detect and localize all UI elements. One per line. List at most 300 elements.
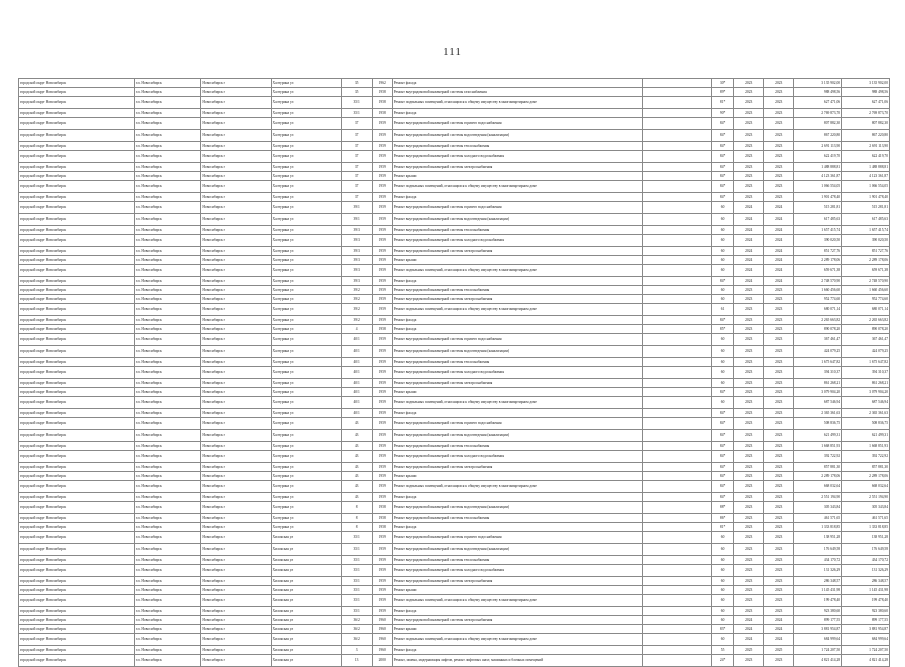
year-end-cell: 2024 (764, 247, 794, 256)
street-cell: Хилокская ул (271, 607, 341, 616)
cost-total-cell: 2 769 873,70 (794, 109, 842, 118)
cost-total-cell: 508 836,75 (794, 418, 842, 430)
locality-cell: Новосибирск г (201, 409, 271, 418)
cost-total-cell: 390 020,50 (794, 235, 842, 247)
year-start-cell: 2023 (734, 388, 764, 397)
year-built-cell: 1959 (372, 409, 392, 418)
settlement-cell: г.п. Новосибирск (134, 193, 201, 202)
work-type-cell: Ремонт подвальных помещений, относящихся к общему имуществу в многоквартирном доме (392, 181, 642, 193)
cost-fund-cell: 1 901 478,40 (842, 193, 890, 202)
cost-total-cell: 687 546,94 (794, 397, 842, 409)
blank-cell (643, 304, 712, 316)
year-built-cell: 1959 (372, 130, 392, 142)
year-end-cell: 2023 (764, 577, 794, 586)
year-built-cell: 1958 (372, 97, 392, 109)
year-built-cell: 1959 (372, 442, 392, 451)
year-start-cell: 2023 (734, 163, 764, 172)
house-number-cell: 39/3 (341, 226, 372, 235)
street-cell: Халтурина ул (271, 523, 341, 532)
blank-cell (643, 481, 712, 493)
municipality-cell: городской округ Новосибирск (19, 397, 135, 409)
year-end-cell: 2023 (764, 481, 794, 493)
table-row (19, 379, 890, 388)
settlement-cell: г.п. Новосибирск (134, 655, 201, 667)
year-built-cell: 1959 (372, 451, 392, 463)
wear-cell: 60 (711, 226, 733, 235)
house-number-cell: 35/1 (341, 595, 372, 607)
blank-cell (643, 532, 712, 544)
blank-cell (643, 418, 712, 430)
cost-fund-cell: 1 657 415,74 (842, 226, 890, 235)
year-start-cell: 2023 (734, 193, 764, 202)
table-row (19, 256, 890, 265)
year-start-cell: 2023 (734, 367, 764, 379)
cost-total-cell: 367 461,47 (794, 334, 842, 346)
locality-cell: Новосибирск г (201, 607, 271, 616)
house-number-cell: 40/1 (341, 358, 372, 367)
settlement-cell: г.п. Новосибирск (134, 523, 201, 532)
house-number-cell: 35/1 (341, 109, 372, 118)
municipality-cell: городской округ Новосибирск (19, 142, 135, 151)
year-end-cell: 2023 (764, 109, 794, 118)
year-start-cell: 2023 (734, 523, 764, 532)
locality-cell: Новосибирск г (201, 565, 271, 577)
municipality-cell: городской округ Новосибирск (19, 565, 135, 577)
year-start-cell: 2023 (734, 304, 764, 316)
house-number-cell: 43 (341, 493, 372, 502)
blank-cell (643, 397, 712, 409)
cost-fund-cell: 627 471,06 (842, 97, 890, 109)
table-row (19, 151, 890, 163)
house-number-cell: 40/1 (341, 409, 372, 418)
year-built-cell: 1959 (372, 358, 392, 367)
year-built-cell: 1959 (372, 397, 392, 409)
wear-cell: 84* (711, 493, 733, 502)
locality-cell: Новосибирск г (201, 265, 271, 277)
locality-cell: Новосибирск г (201, 151, 271, 163)
locality-cell: Новосибирск г (201, 316, 271, 325)
blank-cell (643, 226, 712, 235)
year-start-cell: 2024 (734, 214, 764, 226)
cost-total-cell: 627 471,06 (794, 97, 842, 109)
house-number-cell: 37 (341, 130, 372, 142)
year-end-cell: 2025 (764, 646, 794, 655)
blank-cell (643, 514, 712, 523)
table-row (19, 523, 890, 532)
house-number-cell: 35 (341, 79, 372, 88)
year-built-cell: 1959 (372, 430, 392, 442)
cost-fund-cell: 988 498,56 (842, 88, 890, 97)
municipality-cell: городской округ Новосибирск (19, 193, 135, 202)
blank-cell (643, 367, 712, 379)
blank-cell (643, 130, 712, 142)
cost-fund-cell: 2 748 570,90 (842, 277, 890, 286)
cost-fund-cell: 3 881 954,87 (842, 625, 890, 634)
blank-cell (643, 163, 712, 172)
municipality-cell: городской округ Новосибирск (19, 130, 135, 142)
municipality-cell: городской округ Новосибирск (19, 118, 135, 130)
municipality-cell: городской округ Новосибирск (19, 451, 135, 463)
wear-cell: 60 (711, 256, 733, 265)
year-end-cell: 2023 (764, 607, 794, 616)
settlement-cell: г.п. Новосибирск (134, 358, 201, 367)
work-type-cell: Ремонт внутридомовой инженерной системы теплоснабжения (392, 142, 642, 151)
cost-total-cell: 1 660 456,60 (794, 286, 842, 295)
year-end-cell: 2023 (764, 556, 794, 565)
year-start-cell: 2023 (734, 295, 764, 304)
wear-cell: 84* (711, 418, 733, 430)
house-number-cell: 35/1 (341, 586, 372, 595)
year-built-cell: 1959 (372, 172, 392, 181)
settlement-cell: г.п. Новосибирск (134, 418, 201, 430)
year-built-cell: 1958 (372, 502, 392, 514)
street-cell: Халтурина ул (271, 109, 341, 118)
year-built-cell: 1958 (372, 325, 392, 334)
table-row (19, 277, 890, 286)
year-start-cell: 2023 (734, 397, 764, 409)
work-type-cell: Ремонт крыши (392, 625, 642, 634)
blank-cell (643, 295, 712, 304)
table-row (19, 181, 890, 193)
cost-fund-cell: 131 326,29 (842, 565, 890, 577)
table-row (19, 430, 890, 442)
year-built-cell: 1959 (372, 247, 392, 256)
year-end-cell: 2023 (764, 130, 794, 142)
settlement-cell: г.п. Новосибирск (134, 256, 201, 265)
settlement-cell: г.п. Новосибирск (134, 502, 201, 514)
cost-fund-cell: 176 649,58 (842, 544, 890, 556)
cost-total-cell: 988 498,56 (794, 88, 842, 97)
municipality-cell: городской округ Новосибирск (19, 388, 135, 397)
street-cell: Хилокская ул (271, 646, 341, 655)
table-row (19, 130, 890, 142)
cost-total-cell: 4 123 361,87 (794, 172, 842, 181)
cost-total-cell: 286 348,57 (794, 577, 842, 586)
settlement-cell: г.п. Новосибирск (134, 379, 201, 388)
cost-total-cell: 1 901 478,40 (794, 193, 842, 202)
year-start-cell: 2023 (734, 418, 764, 430)
settlement-cell: г.п. Новосибирск (134, 595, 201, 607)
table-row (19, 202, 890, 214)
year-built-cell: 1959 (372, 463, 392, 472)
cost-fund-cell: 923 380,60 (842, 607, 890, 616)
cost-total-cell: 1 066 554,05 (794, 181, 842, 193)
municipality-cell: городской округ Новосибирск (19, 646, 135, 655)
cost-fund-cell: 2 289 178,06 (842, 256, 890, 265)
cost-total-cell: 461 571,65 (794, 514, 842, 523)
year-end-cell: 2023 (764, 514, 794, 523)
work-type-cell: Ремонт внутридомовой инженерной системы холодного водоснабжения (392, 451, 642, 463)
street-cell: Халтурина ул (271, 247, 341, 256)
house-number-cell: 35/1 (341, 565, 372, 577)
cost-total-cell: 1 668 851,93 (794, 442, 842, 451)
cost-fund-cell: 199 478,40 (842, 595, 890, 607)
page-number: 111 (443, 46, 462, 58)
work-type-cell: Ремонт внутридомовой инженерной системы водоотведения (канализации) (392, 430, 642, 442)
locality-cell: Новосибирск г (201, 388, 271, 397)
settlement-cell: г.п. Новосибирск (134, 277, 201, 286)
blank-cell (643, 451, 712, 463)
house-number-cell: 4 (341, 325, 372, 334)
locality-cell: Новосибирск г (201, 556, 271, 565)
municipality-cell: городской округ Новосибирск (19, 481, 135, 493)
work-type-cell: Ремонт подвальных помещений, относящихся к общему имуществу в многоквартирном доме (392, 97, 642, 109)
municipality-cell: городской округ Новосибирск (19, 625, 135, 634)
year-start-cell: 2023 (734, 472, 764, 481)
year-end-cell: 2024 (764, 226, 794, 235)
blank-cell (643, 646, 712, 655)
year-end-cell: 2023 (764, 442, 794, 451)
street-cell: Халтурина ул (271, 118, 341, 130)
house-number-cell: 8 (341, 502, 372, 514)
work-type-cell: Ремонт, замена, модернизация лифтов, ремонт лифтовых шахт, машинных и блочных помещений (392, 655, 642, 667)
settlement-cell: г.п. Новосибирск (134, 472, 201, 481)
cost-fund-cell: 3 135 902,00 (842, 79, 890, 88)
year-start-cell: 2023 (734, 577, 764, 586)
municipality-cell: городской округ Новосибирск (19, 277, 135, 286)
house-number-cell: 35/1 (341, 577, 372, 586)
house-number-cell: 37 (341, 118, 372, 130)
year-built-cell: 1959 (372, 277, 392, 286)
wear-cell: 84* (711, 409, 733, 418)
blank-cell (643, 256, 712, 265)
year-built-cell: 1959 (372, 214, 392, 226)
blank-cell (643, 463, 712, 472)
municipality-cell: городской округ Новосибирск (19, 295, 135, 304)
cost-fund-cell: 461 571,65 (842, 514, 890, 523)
work-type-cell: Ремонт фасада (392, 109, 642, 118)
locality-cell: Новосибирск г (201, 577, 271, 586)
wear-cell: 60 (711, 235, 733, 247)
wear-cell: 60 (711, 595, 733, 607)
year-built-cell: 1959 (372, 256, 392, 265)
cost-total-cell: 434 170,72 (794, 556, 842, 565)
year-built-cell: 1959 (372, 193, 392, 202)
locality-cell: Новосибирск г (201, 544, 271, 556)
work-type-cell: Ремонт подвальных помещений, относящихся к общему имуществу в многоквартирном доме (392, 265, 642, 277)
year-end-cell: 2023 (764, 142, 794, 151)
settlement-cell: г.п. Новосибирск (134, 556, 201, 565)
street-cell: Халтурина ул (271, 358, 341, 367)
work-type-cell: Ремонт внутридомовой инженерной системы холодного водоснабжения (392, 565, 642, 577)
settlement-cell: г.п. Новосибирск (134, 151, 201, 163)
blank-cell (643, 595, 712, 607)
table-row (19, 472, 890, 481)
house-number-cell: 8 (341, 514, 372, 523)
year-built-cell: 1959 (372, 481, 392, 493)
year-end-cell: 2024 (764, 625, 794, 634)
table-row (19, 463, 890, 472)
work-type-cell: Ремонт внутридомовой инженерной системы теплоснабжения (392, 556, 642, 565)
work-type-cell: Ремонт подвальных помещений, относящихся к общему имуществу в многоквартирном доме (392, 595, 642, 607)
municipality-cell: городской округ Новосибирск (19, 202, 135, 214)
work-type-cell: Ремонт внутридомовой инженерной системы горячего водоснабжения (392, 334, 642, 346)
table-row (19, 358, 890, 367)
year-end-cell: 2023 (764, 88, 794, 97)
cost-total-cell: 2 551 194,90 (794, 493, 842, 502)
year-start-cell: 2023 (734, 88, 764, 97)
locality-cell: Новосибирск г (201, 586, 271, 595)
cost-fund-cell: 508 836,75 (842, 418, 890, 430)
settlement-cell: г.п. Новосибирск (134, 646, 201, 655)
table-row (19, 502, 890, 514)
cost-fund-cell: 2 551 194,90 (842, 493, 890, 502)
cost-fund-cell: 684 999,64 (842, 634, 890, 646)
cost-total-cell: 659 671,38 (794, 265, 842, 277)
street-cell: Халтурина ул (271, 295, 341, 304)
blank-cell (643, 607, 712, 616)
locality-cell: Новосибирск г (201, 193, 271, 202)
table-row (19, 595, 890, 607)
wear-cell: 60 (711, 358, 733, 367)
blank-cell (643, 325, 712, 334)
locality-cell: Новосибирск г (201, 502, 271, 514)
year-start-cell: 2023 (734, 502, 764, 514)
municipality-cell: городской округ Новосибирск (19, 493, 135, 502)
table-row (19, 493, 890, 502)
cost-total-cell: 952 774,60 (794, 295, 842, 304)
year-end-cell: 2023 (764, 451, 794, 463)
work-type-cell: Ремонт фасада (392, 79, 642, 88)
cost-total-cell: 2 265 663,82 (794, 316, 842, 325)
cost-fund-cell: 2 769 873,70 (842, 109, 890, 118)
work-type-cell: Ремонт внутридомовой инженерной системы теплоснабжения (392, 358, 642, 367)
cost-fund-cell: 621 499,31 (842, 430, 890, 442)
municipality-cell: городской округ Новосибирск (19, 556, 135, 565)
house-number-cell: 36/2 (341, 625, 372, 634)
work-type-cell: Ремонт внутридомовой инженерной системы холодного водоснабжения (392, 151, 642, 163)
cost-total-cell: 2 289 178,06 (794, 256, 842, 265)
year-start-cell: 2023 (734, 358, 764, 367)
cost-fund-cell: 3 079 904,20 (842, 388, 890, 397)
year-start-cell: 2023 (734, 607, 764, 616)
street-cell: Хилокская ул (271, 586, 341, 595)
cost-total-cell: 2 691 113,90 (794, 142, 842, 151)
year-built-cell: 1959 (372, 181, 392, 193)
work-type-cell: Ремонт фасада (392, 277, 642, 286)
year-end-cell: 2023 (764, 181, 794, 193)
table-row (19, 247, 890, 256)
settlement-cell: г.п. Новосибирск (134, 430, 201, 442)
cost-fund-cell: 851 727,76 (842, 247, 890, 256)
wear-cell: 81* (711, 97, 733, 109)
street-cell: Халтурина ул (271, 397, 341, 409)
blank-cell (643, 442, 712, 451)
street-cell: Хилокская ул (271, 634, 341, 646)
year-end-cell: 2023 (764, 334, 794, 346)
year-end-cell: 2023 (764, 463, 794, 472)
house-number-cell: 43 (341, 442, 372, 451)
wear-cell: 60 (711, 202, 733, 214)
cost-fund-cell: 890 078,20 (842, 325, 890, 334)
year-start-cell: 2023 (734, 493, 764, 502)
house-number-cell: 35/1 (341, 544, 372, 556)
municipality-cell: городской округ Новосибирск (19, 655, 135, 667)
year-start-cell: 2023 (734, 586, 764, 595)
work-type-cell: Ремонт крыши (392, 388, 642, 397)
year-end-cell: 2024 (764, 256, 794, 265)
year-end-cell: 2023 (764, 472, 794, 481)
street-cell: Халтурина ул (271, 202, 341, 214)
table-row (19, 193, 890, 202)
year-built-cell: 1959 (372, 295, 392, 304)
settlement-cell: г.п. Новосибирск (134, 544, 201, 556)
house-number-cell: 8 (341, 523, 372, 532)
cost-total-cell: 3 079 904,20 (794, 388, 842, 397)
cost-fund-cell: 2 289 178,06 (842, 472, 890, 481)
year-built-cell: 1958 (372, 514, 392, 523)
wear-cell: 60 (711, 397, 733, 409)
table-row (19, 367, 890, 379)
year-built-cell: 1959 (372, 565, 392, 577)
table-row (19, 286, 890, 295)
cost-total-cell: 176 649,58 (794, 544, 842, 556)
street-cell: Хилокская ул (271, 532, 341, 544)
year-start-cell: 2024 (734, 247, 764, 256)
locality-cell: Новосибирск г (201, 130, 271, 142)
table-row (19, 316, 890, 325)
locality-cell: Новосибирск г (201, 379, 271, 388)
locality-cell: Новосибирск г (201, 214, 271, 226)
cost-total-cell: 1 724 207,50 (794, 646, 842, 655)
table-row (19, 325, 890, 334)
wear-cell: 60 (711, 586, 733, 595)
work-type-cell: Ремонт фасада (392, 607, 642, 616)
blank-cell (643, 202, 712, 214)
table-row (19, 418, 890, 430)
blank-cell (643, 430, 712, 442)
year-end-cell: 2023 (764, 523, 794, 532)
house-number-cell: 35 (341, 88, 372, 97)
cost-total-cell: 867 220,80 (794, 130, 842, 142)
work-type-cell: Ремонт внутридомовой инженерной системы холодного водоснабжения (392, 235, 642, 247)
settlement-cell: г.п. Новосибирск (134, 493, 201, 502)
settlement-cell: г.п. Новосибирск (134, 247, 201, 256)
municipality-cell: городской округ Новосибирск (19, 616, 135, 625)
settlement-cell: г.п. Новосибирск (134, 625, 201, 634)
blank-cell (643, 286, 712, 295)
locality-cell: Новосибирск г (201, 595, 271, 607)
house-number-cell: 39/3 (341, 235, 372, 247)
work-type-cell: Ремонт фасада (392, 316, 642, 325)
house-number-cell: 37 (341, 193, 372, 202)
year-end-cell: 2023 (764, 286, 794, 295)
settlement-cell: г.п. Новосибирск (134, 97, 201, 109)
locality-cell: Новосибирск г (201, 247, 271, 256)
municipality-cell: городской округ Новосибирск (19, 151, 135, 163)
locality-cell: Новосибирск г (201, 163, 271, 172)
wear-cell: 83* (711, 625, 733, 634)
wear-cell: 84* (711, 481, 733, 493)
year-start-cell: 2024 (734, 256, 764, 265)
house-number-cell: 39/2 (341, 304, 372, 316)
table-row (19, 334, 890, 346)
settlement-cell: г.п. Новосибирск (134, 316, 201, 325)
locality-cell: Новосибирск г (201, 367, 271, 379)
settlement-cell: г.п. Новосибирск (134, 463, 201, 472)
municipality-cell: городской округ Новосибирск (19, 442, 135, 451)
table-row (19, 214, 890, 226)
year-end-cell: 2023 (764, 397, 794, 409)
blank-cell (643, 247, 712, 256)
year-end-cell: 2024 (764, 265, 794, 277)
year-end-cell: 2023 (764, 316, 794, 325)
table-row (19, 79, 890, 88)
year-built-cell: 1960 (372, 634, 392, 646)
year-built-cell: 1959 (372, 151, 392, 163)
year-start-cell: 2023 (734, 379, 764, 388)
work-type-cell: Ремонт внутридомовой инженерной системы горячего водоснабжения (392, 418, 642, 430)
